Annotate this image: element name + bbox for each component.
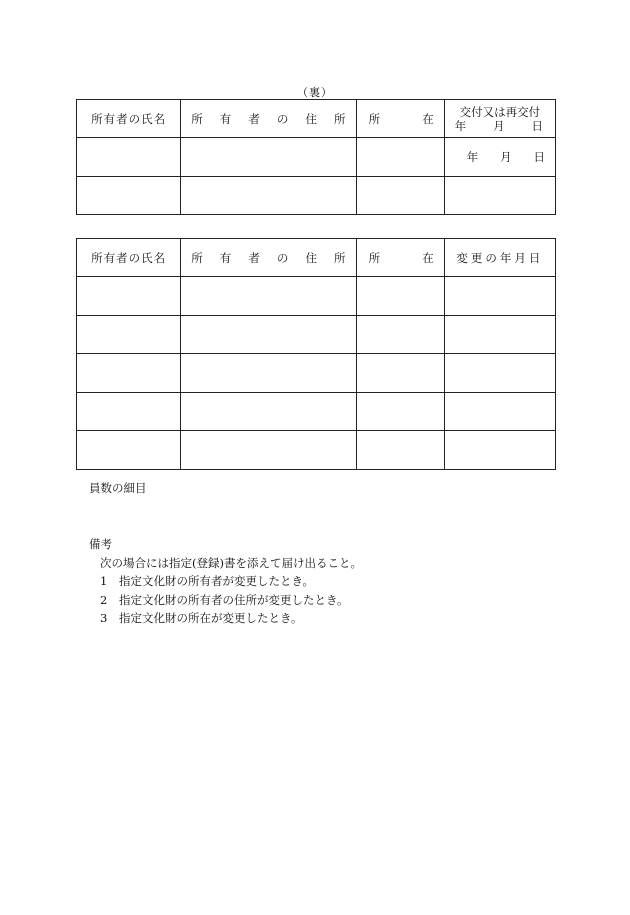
remarks-title: 備考 [89, 537, 112, 551]
remarks-item-number: 1 [100, 574, 108, 588]
header-char: 住 [305, 250, 317, 265]
change-date-cell[interactable] [444, 277, 555, 316]
issue-date-cell[interactable] [444, 176, 555, 215]
owner-address-cell[interactable] [181, 315, 356, 354]
date-char: 日 [533, 149, 545, 164]
owner-address-cell[interactable] [181, 277, 356, 316]
table-row [77, 277, 556, 316]
owner-name-cell[interactable] [77, 277, 181, 316]
date-char: 年 [466, 149, 479, 164]
owner-name-cell[interactable] [77, 176, 181, 215]
page-side-label: （裏） [297, 86, 333, 99]
header-char: 在 [422, 111, 434, 126]
header-char: 者 [248, 250, 260, 265]
header-char: 有 [219, 250, 232, 265]
remarks-item-text: 指定文化財の所有者が変更したとき。 [119, 574, 315, 588]
remarks-item-number: 2 [100, 592, 108, 607]
header-char: 者 [248, 111, 260, 126]
location-cell[interactable] [356, 431, 444, 470]
quantity-detail-label: 員数の細目 [89, 481, 147, 495]
issue-date-header-top: 交付又は再交付 [459, 104, 541, 119]
location-cell[interactable] [356, 277, 444, 316]
owner-address-cell[interactable] [181, 176, 356, 215]
location-cell[interactable] [356, 138, 444, 177]
header-char: の [276, 250, 289, 265]
change-history-table [76, 238, 556, 470]
owner-address-header [181, 100, 356, 138]
owner-name-header: 所有者の氏名 [77, 239, 181, 277]
header-char: 年 [454, 118, 467, 133]
remarks-list [100, 573, 349, 629]
owner-name-cell[interactable] [77, 315, 181, 354]
location-header [356, 100, 444, 138]
table-row [77, 138, 556, 177]
owner-address-header [181, 239, 356, 277]
header-char: 所 [334, 111, 346, 126]
date-char: 月 [500, 149, 512, 164]
location-cell[interactable] [356, 354, 444, 393]
table-row [77, 354, 556, 393]
location-cell[interactable] [356, 315, 444, 354]
owner-name-header: 所有者の氏名 [77, 100, 181, 138]
owner-name-cell[interactable] [77, 392, 181, 431]
header-char: の [276, 111, 289, 126]
owner-name-cell[interactable] [77, 138, 181, 177]
table-row [77, 176, 556, 215]
change-date-cell[interactable] [444, 431, 555, 470]
change-header-row [77, 239, 556, 277]
header-char: 有 [219, 111, 232, 126]
owner-name-cell[interactable] [77, 354, 181, 393]
remarks-intro: 次の場合には指定(登録)書を添えて届け出ること。 [100, 556, 362, 570]
owner-address-cell[interactable] [181, 138, 356, 177]
owner-address-cell[interactable] [181, 431, 356, 470]
header-char: 所 [368, 250, 381, 265]
header-char: 所 [334, 250, 346, 265]
remarks-item [100, 573, 349, 592]
header-char: 日 [531, 118, 543, 133]
issuance-table [76, 99, 556, 215]
remarks-item [100, 592, 349, 611]
remarks-item-text: 指定文化財の所有者の住所が変更したとき。 [119, 592, 349, 607]
owner-address-cell[interactable] [181, 354, 356, 393]
table-row [77, 315, 556, 354]
table-row [77, 392, 556, 431]
owner-name-cell[interactable] [77, 431, 181, 470]
table-row [77, 431, 556, 470]
location-header [356, 239, 444, 277]
owner-address-cell[interactable] [181, 392, 356, 431]
header-char: 住 [305, 111, 317, 126]
header-char: 所 [191, 111, 203, 126]
remarks-item-text: 指定文化財の所在が変更したとき。 [119, 611, 303, 625]
header-char: 在 [422, 250, 434, 265]
issue-date-cell[interactable] [444, 138, 555, 177]
header-char: 月 [493, 118, 505, 133]
change-date-header: 変更の年月日 [444, 239, 555, 277]
change-date-cell[interactable] [444, 392, 555, 431]
issue-date-header [444, 100, 555, 138]
change-date-cell[interactable] [444, 315, 555, 354]
location-cell[interactable] [356, 176, 444, 215]
header-char: 所 [368, 111, 381, 126]
issuance-header-row [77, 100, 556, 138]
remarks-item [100, 610, 349, 629]
location-cell[interactable] [356, 392, 444, 431]
remarks-item-number: 3 [100, 611, 108, 625]
change-date-cell[interactable] [444, 354, 555, 393]
header-char: 所 [191, 250, 203, 265]
